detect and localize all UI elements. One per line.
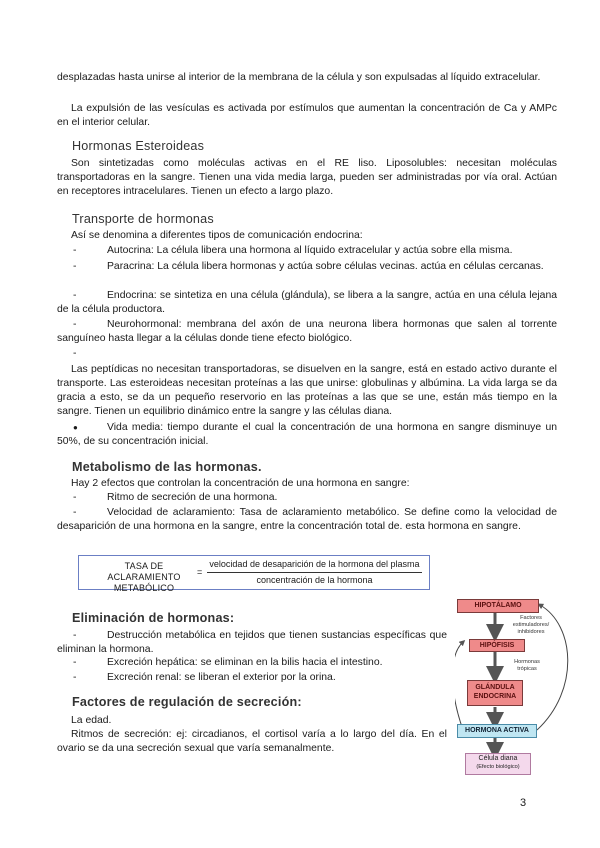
list-item: - Autocrina: La célula libera una hormona al líquido extracelular y actúa sobre ella misma. (73, 245, 513, 256)
tropicas-label: Hormonas trópicas (514, 659, 540, 672)
celula-diana-label: Célula diana (478, 755, 518, 762)
list-item: - Destrucción metabólica en tejidos que tienen sustancias específicas que eliminan la hormona. (57, 630, 447, 655)
formula-equals: = (197, 567, 203, 577)
formula-box (78, 555, 430, 593)
paragraph: Hay 2 efectos que controlan la concentración de una hormona en sangre: (71, 478, 410, 489)
paragraph: desplazadas hasta unirse al interior de la membrana de la célula y son expulsadas al líquido extracelular. (57, 72, 541, 83)
efecto-label: (Efecto biológico) (476, 764, 520, 770)
paragraph: La edad. (71, 715, 112, 726)
paragraph: Ritmos de secreción: ej: circadianos, el cortisol varía a lo largo del día. En el ovario se da una secreción sexual que varía semanalmente. (57, 729, 447, 754)
paragraph: Las peptídicas no necesitan transportadoras, se disuelven en la sangre, está en estado activo durante el transporte. Las esteroideas necesitan proteínas a las que unirse: globulinas y albúmina. La vida larga se da gracia a esto, se da un pequeño reservorio en las proteínas a las que se une, están más tiempo en la sangre. Tienen un equilibrio dinámico entre la sangre y las células diana. (57, 364, 557, 417)
page-number: 3 (520, 797, 527, 809)
factores-label: Factores estimuladores/ inhibidores (512, 615, 550, 635)
list-item: - Endocrina: se sintetiza en una célula (glándula), se libera a la sangre, actúa en una célula lejana de la célula productora. (57, 290, 557, 315)
section-heading: Metabolismo de las hormonas. (72, 460, 262, 474)
section-heading: Eliminación de hormonas: (72, 611, 235, 625)
section-heading: Factores de regulación de secreción: (72, 695, 302, 709)
list-item: - Excreción renal: se liberan el exterior por la orina. (73, 672, 336, 683)
list-item: - Velocidad de aclaramiento: Tasa de aclaramiento metabólico. Se define como la velocidad de desaparición de una hormona en la sangre, entre la concentración total de. esta hormona en sangre. (57, 507, 557, 532)
hipofisis-box: HIPÓFISIS (469, 639, 525, 652)
formula-numerator: velocidad de desaparición de la hormona del plasma (209, 559, 420, 569)
paragraph: Así se denomina a diferentes tipos de comunicación endocrina: (71, 230, 363, 241)
celula-diana-box (465, 753, 531, 775)
section-heading: Hormonas Esteroideas (72, 139, 205, 153)
list-item: - Ritmo de secreción de una hormona. (73, 492, 278, 503)
formula-denominator: concentración de la hormona (256, 575, 373, 585)
list-item: - Neurohormonal: membrana del axón de una neurona libera hormonas que salen al torrente sanguíneo hasta llegar a la células donde tiene efecto biológico. (57, 319, 557, 344)
section-heading: Transporte de hormonas (72, 212, 214, 226)
glandula-box: GLÁNDULA ENDOCRINA (467, 680, 523, 706)
formula-label: TASA DE ACLARAMIENTO METABÓLICO (107, 561, 181, 593)
hormona-activa-box: HORMONA ACTIVA (457, 724, 537, 738)
endocrine-axis-diagram (455, 595, 585, 775)
list-item: - Excreción hepática: se eliminan en la bilis hacia el intestino. (73, 657, 383, 668)
hipotalamo-box: HIPOTÁLAMO (457, 599, 539, 613)
paragraph: Son sintetizadas como moléculas activas en el RE liso. Liposolubles: necesitan moléculas transportadoras en la sangre. Tienen una vida media larga, pueden ser administradas por vía oral. Actúan en receptores intracelulares. Tienen un efecto a largo plazo. (57, 158, 557, 197)
bullet-item: ● Vida media: tiempo durante el cual la concentración de una hormona en sangre disminuye un 50%, de su concentración inicial. (57, 422, 557, 447)
list-item: - Paracrina: La célula libera hormonas y actúa sobre células vecinas. actúa en células cercanas. (73, 261, 544, 272)
document-page: desplazadas hasta unirse al interior de la membrana de la célula y son expulsadas al líquido extracelular. La expulsión de las vesículas es activada por estímulos que aumentan la concentración de Ca y AMPc en el interior celular. Hormonas Esteroideas Son sintetizadas como moléculas activas en el RE liso. Liposolubles: necesitan moléculas transportadoras en la sangre. Tienen una vida media larga, pueden ser administradas por vía oral. Actúan en receptores intracelulares. Tienen un efecto a largo plazo. Transporte de hormonas Así se denomina a diferentes tipos de comunicación endocrina: - Autocrina: La célula libera una hormona al líquido extracelular y actúa sobre ella misma. - Paracrina: La célula libera hormonas y actúa sobre células vecinas. actúa en células cercanas. - Endocrina: se sintetiza en una célula (glándula), se libera a la sangre, actúa en una célula lejana de la célula productora. - Neurohormonal: membrana del axón de una neurona libera hormonas que salen al torrente sanguíneo hasta llegar a la células donde tiene efecto biológico. - Las peptídicas no necesitan transportadoras, se disuelven en la sangre, está en estado activo durante el transporte. Las esteroideas necesitan proteínas a las que unirse: globulinas y albúmina. La vida larga se da gracia a esto, se da un pequeño reservorio en las proteínas a las que se une, están más tiempo en la sangre. Tienen un equilibrio dinámico entre la sangre y las células diana. ● Vida media: tiempo durante el cual la concentración de una hormona en sangre disminuye un 50%, de su concentración inicial. Metabolismo de las hormonas. Hay 2 efectos que controlan la concentración de una hormona en sangre: - Ritmo de secreción de una hormona. - Velocidad de aclaramiento: Tasa de aclaramiento metabólico. Se define como la velocidad de desaparición de una hormona en la sangre, entre la concentración total de. esta hormona en sangre. TASA DE ACLARAMIENTO METABÓLICO = velocidad de desaparición de la hormona del plasma concentración de la hormona Eliminación de hormonas: - Destrucción metabólica en tejidos que tienen sustancias específicas que eliminan la hormona. - Excreción hepática: se eliminan en la bilis hacia el intestino. - Excreción renal: se liberan el exterior por la orina. Factores de regulación de secreción: La edad. Ritmos de secreción: ej: circadianos, el cortisol varía a lo largo del día. En el ovario se da una secreción sexual que varía semanalmente. HIPOTÁLAMO Factores estimuladores/ inhibidores HIPÓFISIS Hormonas trópicas GLÁNDULA ENDOCRINA HORMONA ACTIVA Célula diana (Efecto biológico) 3 (0, 0, 600, 848)
paragraph: La expulsión de las vesículas es activada por estímulos que aumentan la concentración de Ca y AMPc en el interior celular. (57, 103, 557, 128)
fraction-line (207, 572, 422, 573)
